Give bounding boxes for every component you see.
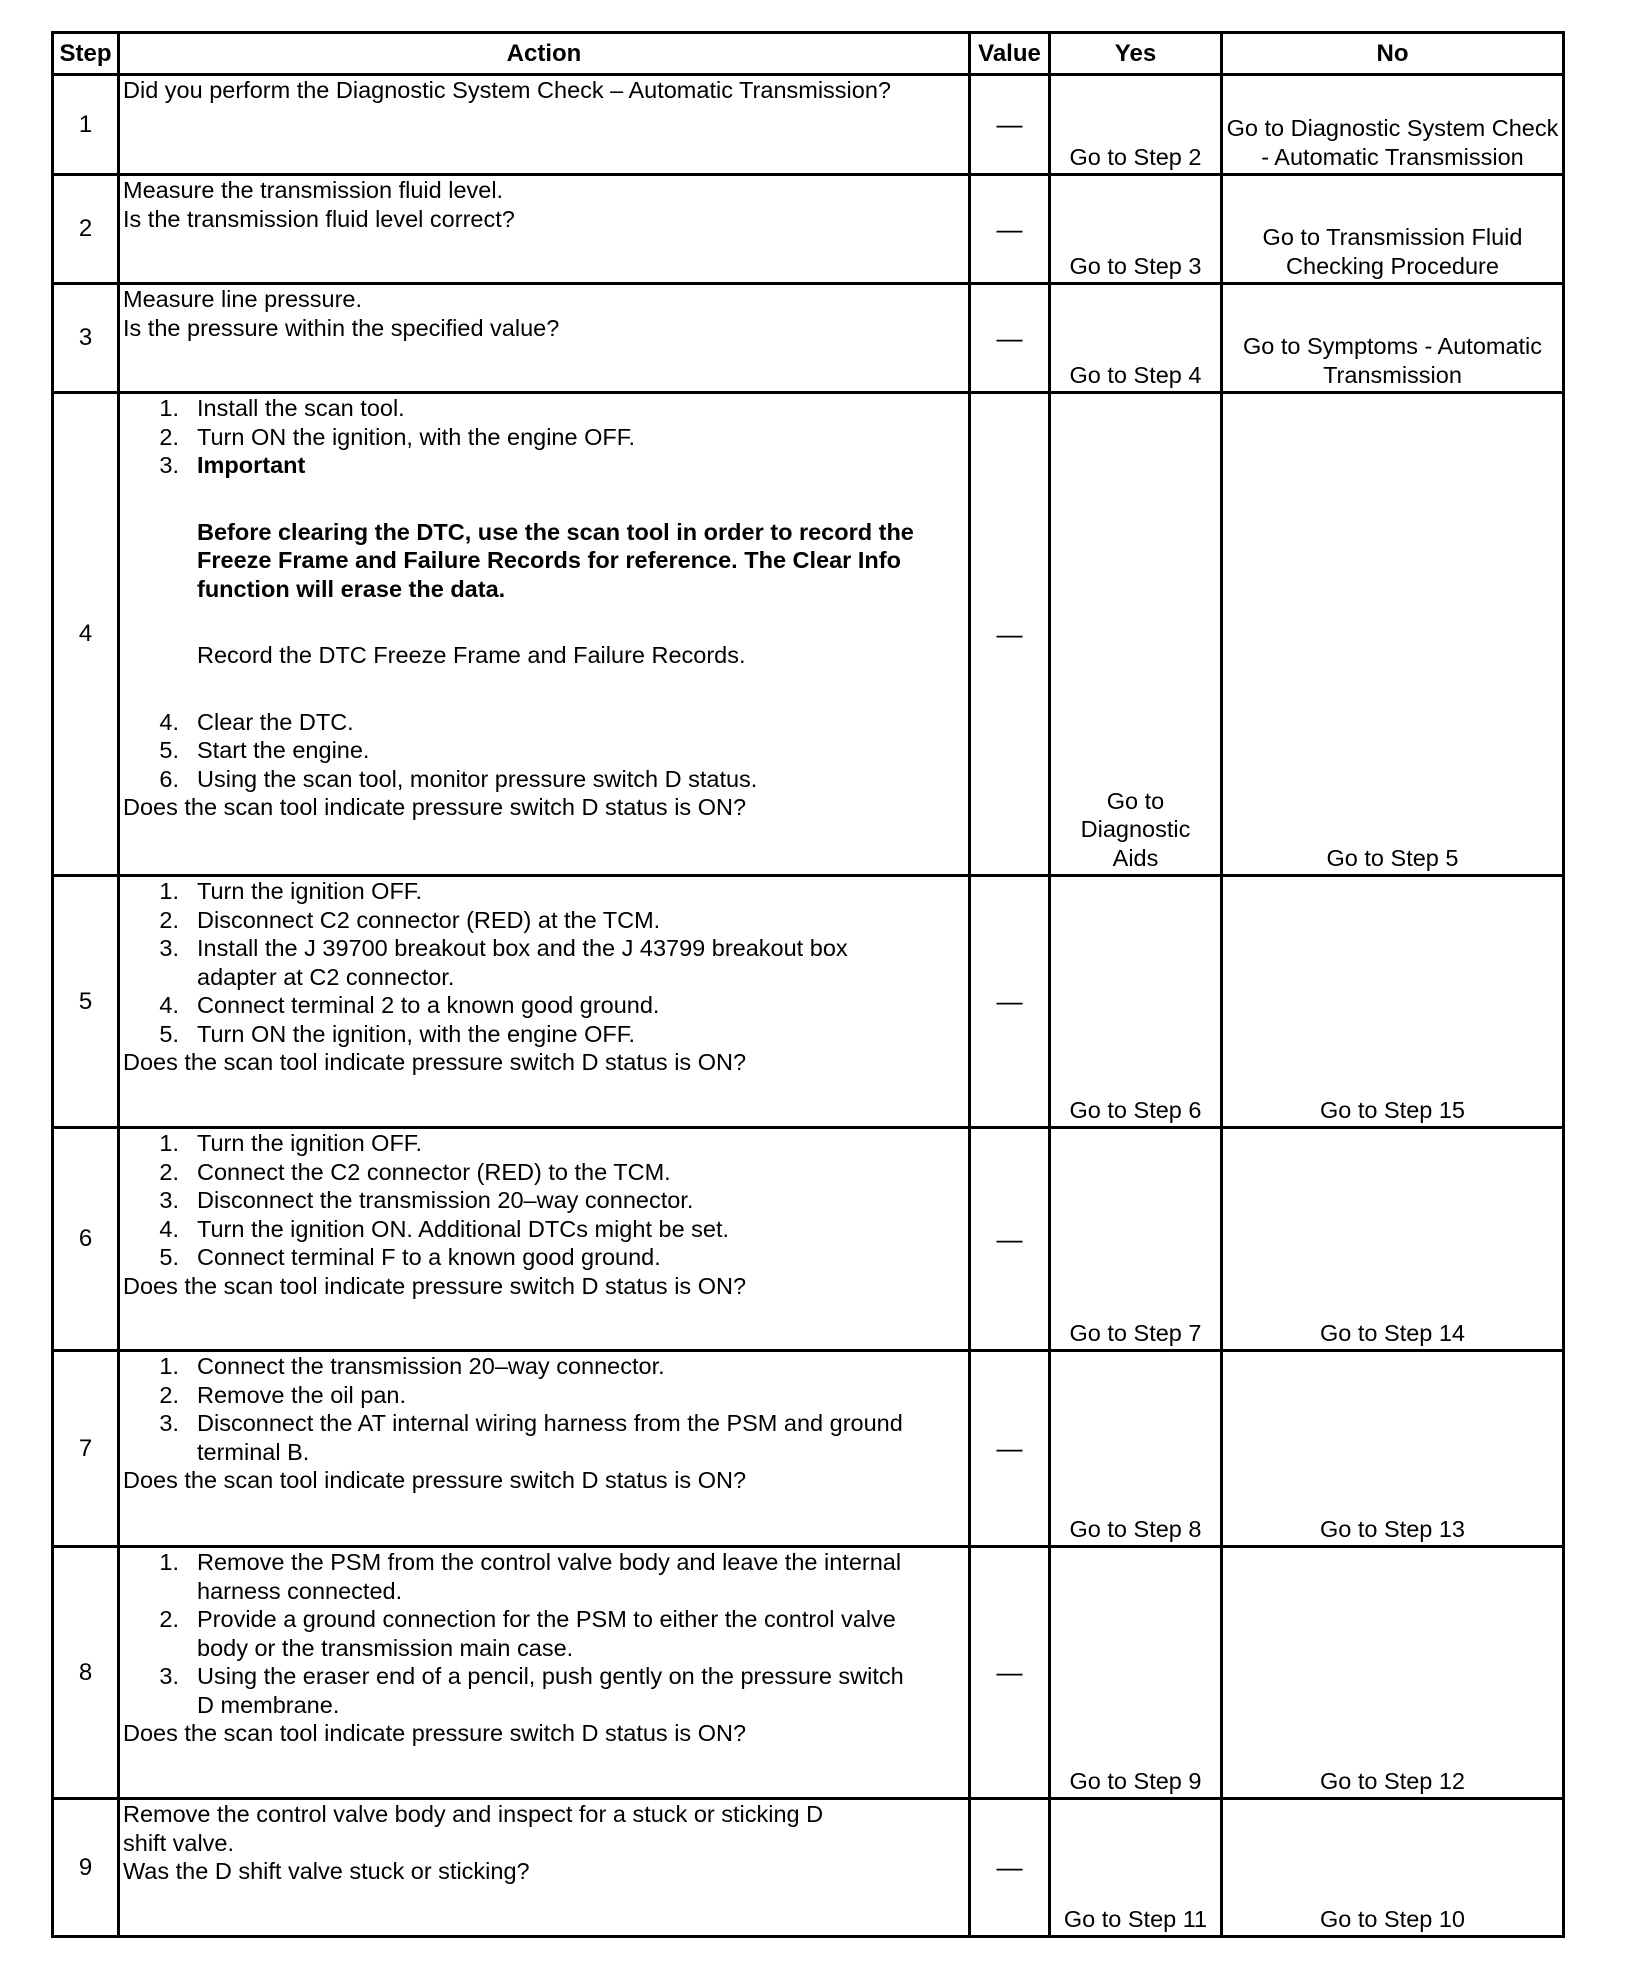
yes-result: Go to Step 2 <box>1069 143 1202 170</box>
value-cell: — <box>970 1351 1050 1547</box>
action-question: Did you perform the Diagnostic System Check – Automatic Transmission? <box>123 77 891 103</box>
list-item: 3. Important Before clearing the DTC, use the scan tool in order to record the Freeze Frame and Failure Records for reference. The Clear Info function will erase the data. Record the DTC Freeze Frame and Failure Records. <box>123 451 965 670</box>
action-question: Is the transmission fluid level correct? <box>123 205 515 232</box>
table-row <box>53 175 1564 284</box>
action-cell <box>119 1128 970 1351</box>
list-item: 1. Turn the ignition OFF. <box>159 878 423 904</box>
list-item: 4. Turn the ignition ON. Additional DTCs might be set. <box>159 1215 730 1242</box>
no-result: Go to Symptoms - Automatic Transmission <box>1242 333 1543 388</box>
list-item: 5. Start the engine. <box>159 737 370 763</box>
list-item: 5. Turn ON the ignition, with the engine OFF. <box>159 1020 636 1047</box>
header-yes: Yes <box>1050 33 1222 75</box>
step-number: 2 <box>53 175 119 284</box>
list-item: 2. Remove the oil pan. <box>159 1381 407 1408</box>
list-item: 4. Clear the DTC. <box>159 708 354 735</box>
value-cell: — <box>970 1128 1050 1351</box>
action-question: Does the scan tool indicate pressure switch D status is ON? <box>123 1720 747 1746</box>
action-steps <box>123 877 965 1048</box>
important-note: Before clearing the DTC, use the scan tool in order to record the Freeze Frame and Failure Records for reference. The Clear Info function will erase the data. <box>197 518 914 602</box>
header-step: Step <box>53 33 119 75</box>
action-cell <box>119 75 970 175</box>
step-number: 3 <box>53 284 119 393</box>
step-number: 4 <box>53 393 119 876</box>
action-cell <box>119 175 970 284</box>
table-row <box>53 1128 1564 1351</box>
action-intro: Measure the transmission fluid level. <box>123 177 504 203</box>
list-item: 2. Disconnect C2 connector (RED) at the TCM. <box>159 906 661 933</box>
list-item: 1. Install the scan tool. <box>159 395 405 421</box>
action-steps <box>123 1548 965 1719</box>
step-number: 7 <box>53 1351 119 1547</box>
list-item: 3. Using the eraser end of a pencil, push gently on the pressure switch D membrane. <box>159 1663 904 1718</box>
record-instruction: Record the DTC Freeze Frame and Failure Records. <box>197 642 746 668</box>
action-steps <box>123 1129 965 1272</box>
yes-result: Go to Diagnostic Aids <box>1080 787 1191 871</box>
step-number: 9 <box>53 1799 119 1937</box>
important-label: Important <box>197 452 306 478</box>
no-result: Go to Step 13 <box>1319 1515 1466 1542</box>
value-cell: — <box>970 75 1050 175</box>
value-cell: — <box>970 393 1050 876</box>
table-row <box>53 393 1564 876</box>
action-cell <box>119 393 970 876</box>
action-steps <box>123 394 965 793</box>
action-cell <box>119 876 970 1128</box>
action-intro: Remove the control valve body and inspect for a stuck or sticking D shift valve. <box>123 1801 824 1856</box>
action-cell <box>119 1799 970 1937</box>
header-no: No <box>1222 33 1564 75</box>
list-item: 6. Using the scan tool, monitor pressure switch D status. <box>159 765 758 792</box>
header-value: Value <box>970 33 1050 75</box>
list-item: 1. Connect the transmission 20–way connector. <box>159 1353 665 1379</box>
action-question: Does the scan tool indicate pressure switch D status is ON? <box>123 1272 747 1299</box>
list-item: 2. Turn ON the ignition, with the engine OFF. <box>159 423 636 450</box>
step-number: 1 <box>53 75 119 175</box>
table-row <box>53 75 1564 175</box>
list-item: 3. Disconnect the transmission 20–way connector. <box>159 1187 694 1213</box>
no-result: Go to Transmission Fluid Checking Procedure <box>1262 224 1523 279</box>
header-action: Action <box>119 33 970 75</box>
no-result: Go to Step 5 <box>1326 844 1459 871</box>
yes-result: Go to Step 9 <box>1069 1767 1202 1794</box>
action-cell <box>119 1547 970 1799</box>
no-result: Go to Step 15 <box>1319 1096 1466 1123</box>
value-cell: — <box>970 284 1050 393</box>
table-row <box>53 284 1564 393</box>
no-result: Go to Diagnostic System Check - Automatic Transmission <box>1226 115 1559 170</box>
header-row <box>53 33 1564 75</box>
list-item: 2. Connect the C2 connector (RED) to the TCM. <box>159 1158 671 1185</box>
action-question: Does the scan tool indicate pressure switch D status is ON? <box>123 1467 747 1493</box>
action-cell <box>119 1351 970 1547</box>
yes-result: Go to Step 3 <box>1069 252 1202 279</box>
no-result: Go to Step 14 <box>1319 1319 1466 1346</box>
yes-result: Go to Step 4 <box>1069 361 1202 388</box>
action-question: Does the scan tool indicate pressure switch D status is ON? <box>123 794 747 820</box>
action-question: Was the D shift valve stuck or sticking? <box>123 1858 530 1884</box>
table-row <box>53 1547 1564 1799</box>
action-question: Does the scan tool indicate pressure switch D status is ON? <box>123 1049 747 1075</box>
table-row <box>53 1799 1564 1937</box>
table-row <box>53 1351 1564 1547</box>
step-number: 8 <box>53 1547 119 1799</box>
list-item: 3. Disconnect the AT internal wiring harness from the PSM and ground terminal B. <box>159 1410 903 1465</box>
action-intro: Measure line pressure. <box>123 286 363 312</box>
list-item: 1. Turn the ignition OFF. <box>159 1130 423 1156</box>
action-cell <box>119 284 970 393</box>
value-cell: — <box>970 1799 1050 1937</box>
action-question: Is the pressure within the specified value? <box>123 314 560 341</box>
value-cell: — <box>970 1547 1050 1799</box>
no-result: Go to Step 10 <box>1319 1905 1466 1932</box>
action-steps <box>123 1352 965 1466</box>
yes-result: Go to Step 7 <box>1069 1319 1202 1346</box>
yes-result: Go to Step 11 <box>1063 1905 1208 1932</box>
no-result: Go to Step 12 <box>1319 1767 1466 1794</box>
step-number: 6 <box>53 1128 119 1351</box>
list-item: 4. Connect terminal 2 to a known good ground. <box>159 992 660 1018</box>
list-item: 1. Remove the PSM from the control valve body and leave the internal harness connected. <box>159 1549 902 1604</box>
value-cell: — <box>970 876 1050 1128</box>
yes-result: Go to Step 6 <box>1069 1096 1202 1123</box>
yes-result: Go to Step 8 <box>1069 1515 1202 1542</box>
diagnostic-table <box>51 31 1565 1938</box>
list-item: 5. Connect terminal F to a known good ground. <box>159 1244 661 1270</box>
step-number: 5 <box>53 876 119 1128</box>
value-cell: — <box>970 175 1050 284</box>
list-item: 2. Provide a ground connection for the PSM to either the control valve body or the transmission main case. <box>159 1606 896 1661</box>
list-item: 3. Install the J 39700 breakout box and the J 43799 breakout box adapter at C2 connector. <box>159 935 848 990</box>
table-row <box>53 876 1564 1128</box>
